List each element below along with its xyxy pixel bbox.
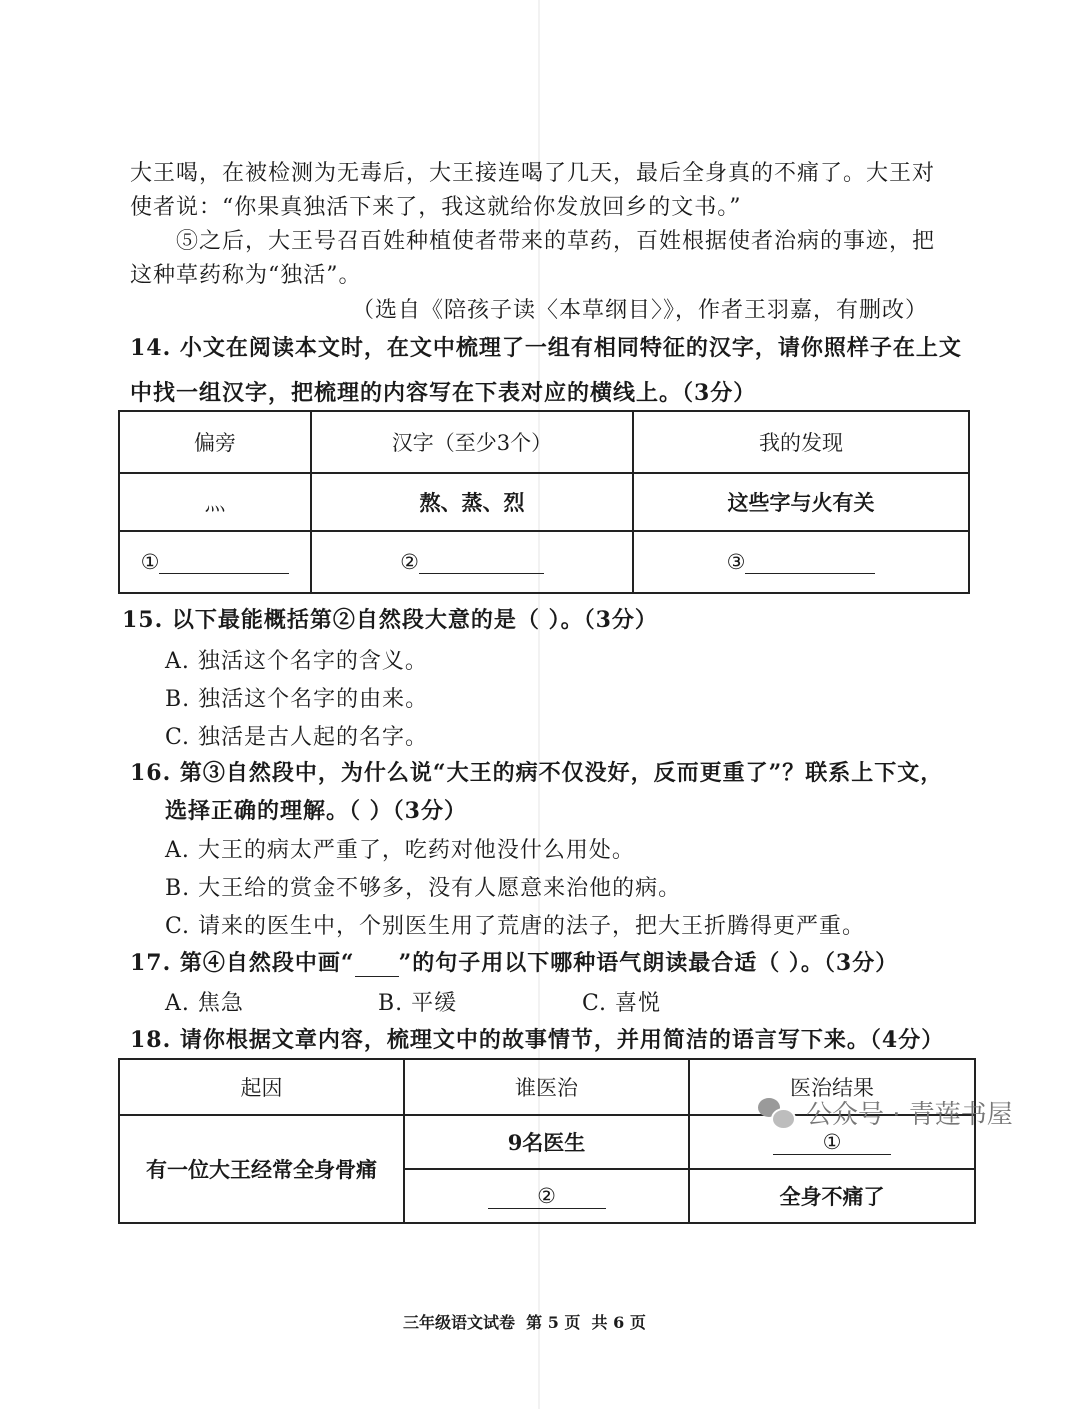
q16-stem-line-1: 16. 第③自然段中，为什么说“大王的病不仅没好，反而更重了”？联系上下文， xyxy=(130,760,944,786)
answer-blank-3[interactable] xyxy=(745,573,875,574)
blank-marker-3: ③ xyxy=(726,550,746,574)
q17-option-b[interactable]: B. 平缓 xyxy=(378,991,458,1016)
q18-answer-blank-1[interactable]: ① xyxy=(773,1130,891,1155)
q16-option-c[interactable]: C. 请来的医生中，个别医生用了荒唐的法子，把大王折腾得更严重。 xyxy=(165,914,866,939)
q18-table xyxy=(118,1058,976,1224)
passage-line-3: ⑤之后，大王号召百姓种植使者带来的草药，百姓根据使者治病的事迹，把 xyxy=(176,229,936,254)
q15-option-a[interactable]: A. 独活这个名字的含义。 xyxy=(165,649,428,674)
passage-line-4: 这种草药称为“独活”。 xyxy=(130,263,362,288)
passage-line-2: 使者说：“你果真独活下来了，我这就给你发放回乡的文书。” xyxy=(130,195,742,220)
q18-cause-cell: 有一位大王经常全身骨痛 xyxy=(119,1115,404,1223)
q14-answer-cell-1[interactable] xyxy=(119,531,311,593)
q14-example-finding: 这些字与火有关 xyxy=(633,473,969,531)
q15-stem: 15. 以下最能概括第②自然段大意的是（ ）。（3分） xyxy=(122,607,658,633)
q17-option-a[interactable]: A. 焦急 xyxy=(165,991,244,1016)
q15-option-c[interactable]: C. 独活是古人起的名字。 xyxy=(165,725,429,750)
q18-doctors-cell: 9名医生 xyxy=(404,1115,689,1169)
q14-example-characters: 熬、蒸、烈 xyxy=(311,473,633,531)
blank-marker-1: ① xyxy=(140,550,160,574)
q17-stem-part-b: ”的句子用以下哪种语气朗读最合适（ ）。（3分） xyxy=(398,950,899,976)
q18-header-result: 医治结果 xyxy=(689,1059,975,1115)
answer-blank-1[interactable] xyxy=(159,573,289,574)
q17-stem xyxy=(130,946,898,977)
wechat-watermark xyxy=(758,1094,1013,1131)
q17-stem-part-a: 17. 第④自然段中画“ xyxy=(130,950,355,976)
q17-option-c[interactable]: C. 喜悦 xyxy=(582,991,662,1016)
q14-header-characters: 汉字（至少3个） xyxy=(311,411,633,473)
q14-example-radical: 灬 xyxy=(119,473,311,531)
q14-stem-line-2: 中找一组汉字，把梳理的内容写在下表对应的横线上。（3分） xyxy=(130,380,757,406)
q18-header-who: 谁医治 xyxy=(404,1059,689,1115)
footer-page-number: 三年级语文试卷 第 5 页 共 6 页 xyxy=(403,1313,646,1332)
q14-table xyxy=(118,410,970,594)
q14-answer-cell-3[interactable] xyxy=(633,531,969,593)
q16-option-b[interactable]: B. 大王给的赏金不够多，没有人愿意来治他的病。 xyxy=(165,876,682,901)
passage-line-1: 大王喝，在被检测为无毒后，大王接连喝了几天，最后全身真的不痛了。大王对 xyxy=(130,161,936,186)
q15-option-b[interactable]: B. 独活这个名字的由来。 xyxy=(165,687,429,712)
answer-blank-2[interactable] xyxy=(419,573,544,574)
q16-stem-line-2: 选择正确的理解。（ ）（3分） xyxy=(165,798,467,824)
q14-header-radical: 偏旁 xyxy=(119,411,311,473)
q18-answer-cell-2[interactable] xyxy=(404,1169,689,1223)
q18-answer-blank-2[interactable]: ② xyxy=(488,1184,606,1209)
q14-header-finding: 我的发现 xyxy=(633,411,969,473)
q14-answer-cell-2[interactable] xyxy=(311,531,633,593)
q14-stem-line-1: 14. 小文在阅读本文时，在文中梳理了一组有相同特征的汉字，请你照样子在上文 xyxy=(130,335,962,361)
q17-underline-sample xyxy=(355,976,399,977)
q16-option-a[interactable]: A. 大王的病太严重了，吃药对他没什么用处。 xyxy=(165,838,635,863)
watermark-text: 公众号 · 青莲书屋 xyxy=(806,1100,1013,1130)
q18-stem: 18. 请你根据文章内容，梳理文中的故事情节，并用简洁的语言写下来。（4分） xyxy=(130,1027,945,1053)
passage-source: （选自《陪孩子读〈本草纲目〉》，作者王羽嘉，有删改） xyxy=(352,298,929,323)
wechat-icon xyxy=(758,1098,794,1128)
q18-result-cell: 全身不痛了 xyxy=(689,1169,975,1223)
q18-header-cause: 起因 xyxy=(119,1059,404,1115)
blank-marker-2: ② xyxy=(400,550,419,574)
